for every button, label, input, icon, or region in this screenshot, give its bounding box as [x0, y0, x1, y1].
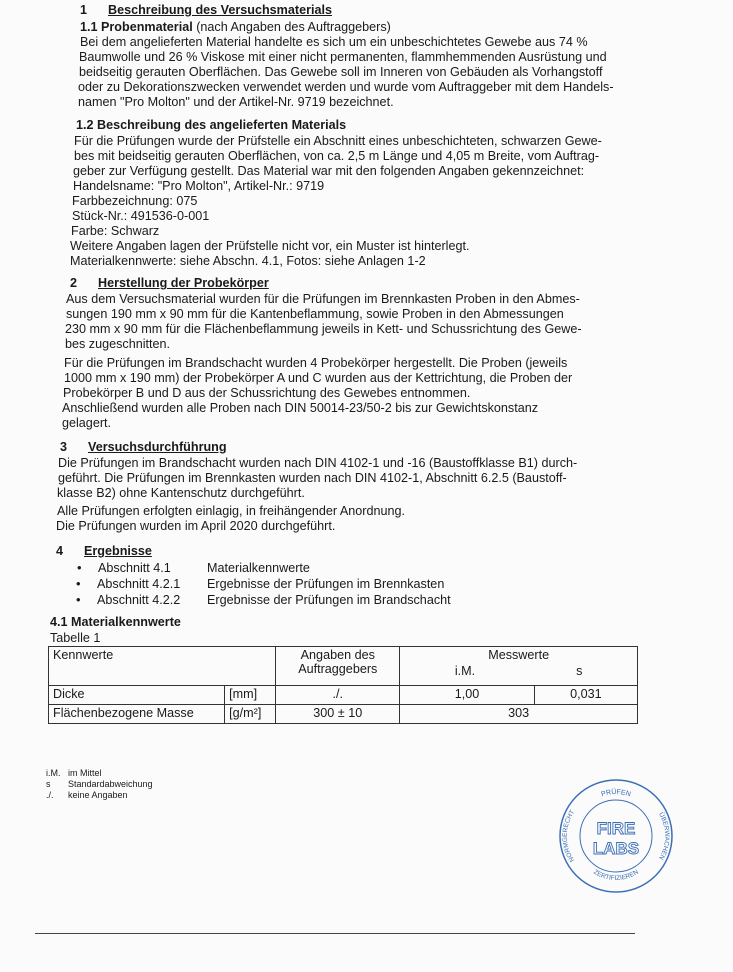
s2-line: Anschließend wurden alle Proben nach DIN 50014-23/50-2 bis zur Gewichtskonstanz: [62, 401, 539, 415]
cell-im: 303: [400, 705, 638, 724]
cell-angaben: ./.: [276, 686, 400, 705]
section-1-1-heading: 1.1 Probenmaterial (nach Angaben des Auftraggebers): [80, 20, 391, 34]
section-3-heading: 3 Versuchsdurchführung: [60, 440, 227, 454]
stamp-left-text: NORMGERECHT: [561, 809, 577, 863]
s4-item-ref: Abschnitt 4.2.1: [97, 577, 181, 591]
cell-name: Dicke: [49, 686, 225, 705]
s2-line: bes zugeschnitten.: [65, 337, 171, 351]
section-4-1-heading: 4.1 Materialkennwerte: [50, 615, 181, 629]
header-im: i.M.: [454, 664, 476, 678]
material-table: [48, 646, 638, 724]
legend-item: i.M. im Mittel: [46, 768, 102, 778]
stamp-bottom-text: ZERTIFIZIEREN: [592, 868, 640, 883]
footer-divider: [35, 933, 635, 934]
section-1-2-heading: 1.2 Beschreibung des angelieferten Materials: [76, 118, 347, 132]
legend-item: s Standardabweichung: [46, 779, 153, 789]
header-messwerte: Messwerte i.M. s: [400, 647, 638, 686]
s12-line: Für die Prüfungen wurde der Prüfstelle ein Abschnitt eines unbeschichteten, schwarzen Gewe-: [74, 134, 602, 148]
cell-angaben: 300 ± 10: [276, 705, 400, 724]
s4-item-text: Ergebnisse der Prüfungen im Brennkasten: [207, 577, 445, 591]
section-4-heading: 4 Ergebnisse: [56, 544, 152, 558]
stamp-right-text: ÜBERWACHEN: [657, 811, 671, 861]
cell-s: 0,031: [534, 686, 637, 705]
s2-line: sungen 190 mm x 90 mm für die Kantenbeflammung, sowie Proben in den Abmessungen: [66, 307, 564, 321]
cell-unit: [mm]: [225, 686, 276, 705]
header-angaben: Angaben des Auftraggebers: [276, 647, 400, 686]
stamp-top-text: PRÜFEN: [600, 788, 632, 799]
s12-line: Materialkennwerte: siehe Abschn. 4.1, Fotos: siehe Anlagen 1-2: [70, 254, 426, 268]
cell-im: 1,00: [400, 686, 534, 705]
s12-line: geber zur Verfügung gestellt. Das Material war mit den folgenden Angaben gekennzeichnet:: [73, 164, 585, 178]
legend-item: ./. keine Angaben: [46, 790, 128, 800]
bullet-icon: •: [76, 576, 81, 591]
s2-line: Aus dem Versuchsmaterial wurden für die Prüfungen im Brennkasten Proben in den Abmes-: [66, 292, 580, 306]
bullet-icon: •: [77, 560, 82, 575]
s2-line: 230 mm x 90 mm für die Flächenbeflammung jeweils in Kett- und Schussrichtung des Gewe-: [65, 322, 582, 336]
s2-line: Für die Prüfungen im Brandschacht wurden 4 Probekörper hergestellt. Die Proben (jeweils: [64, 356, 568, 370]
s2-line: 1000 mm x 190 mm) der Probekörper A und C wurden aus der Kettrichtung, die Proben der: [64, 371, 573, 385]
stamp-fire-text: FIRE: [596, 819, 636, 838]
table-row: [49, 705, 638, 724]
s4-item-ref: Abschnitt 4.2.2: [97, 593, 181, 607]
s12-line: Weitere Angaben lagen der Prüfstelle nicht vor, ein Muster ist hinterlegt.: [70, 239, 470, 253]
fire-labs-stamp: [556, 776, 676, 896]
s12-line: Stück-Nr.: 491536-0-001: [72, 209, 210, 223]
s3-line: geführt. Die Prüfungen im Brennkasten wurden nach DIN 4102-1, Abschnitt 6.2.5 (Baustoff-: [58, 471, 567, 485]
s11-line: Bei dem angelieferten Material handelte es sich um ein unbeschichtetes Gewebe aus 74 %: [80, 35, 588, 49]
table-caption: Tabelle 1: [50, 631, 101, 645]
s4-item-text: Materialkennwerte: [207, 561, 310, 575]
s12-line: Farbe: Schwarz: [71, 224, 160, 238]
bullet-icon: •: [76, 592, 81, 607]
s12-line: bes mit beidseitig gerauten Oberflächen, von ca. 2,5 m Länge und 4,05 m Breite, vom Auftrag-: [74, 149, 600, 163]
section-2-heading: 2 Herstellung der Probekörper: [70, 276, 269, 290]
header-kennwerte: Kennwerte: [49, 647, 276, 686]
s12-line: Handelsname: "Pro Molton", Artikel-Nr.: 9719: [73, 179, 325, 193]
s4-item-text: Ergebnisse der Prüfungen im Brandschacht: [207, 593, 451, 607]
s11-line: namen "Pro Molton" und der Artikel-Nr. 9719 bezeichnet.: [78, 95, 394, 109]
s3-line: Alle Prüfungen erfolgten einlagig, in freihängender Anordnung.: [57, 504, 405, 518]
s2-line: Probekörper B und D aus der Schussrichtung des Gewebes entnommen.: [63, 386, 471, 400]
header-s: s: [576, 664, 583, 678]
s3-line: Die Prüfungen wurden im April 2020 durchgeführt.: [56, 519, 336, 533]
s11-line: oder zu Dekorationszwecken verwendet werden und wurde vom Auftraggeber mit dem Handels-: [78, 80, 614, 94]
s11-line: Baumwolle und 26 % Viskose mit einer nicht permanenten, flammhemmenden Ausrüstung und: [79, 50, 607, 64]
stamp-labs-text: LABS: [592, 839, 640, 858]
s3-line: Die Prüfungen im Brandschacht wurden nach DIN 4102-1 und -16 (Baustoffklasse B1) durch-: [58, 456, 578, 470]
section-1-heading: 1 Beschreibung des Versuchsmaterials: [80, 3, 332, 17]
cell-name: Flächenbezogene Masse: [49, 705, 225, 724]
s2-line: gelagert.: [62, 416, 112, 430]
cell-unit: [g/m²]: [225, 705, 276, 724]
s12-line: Farbbezeichnung: 075: [72, 194, 198, 208]
table-row: [49, 686, 638, 705]
s4-item-ref: Abschnitt 4.1: [98, 561, 171, 575]
s11-line: beidseitig gerauten Oberflächen. Das Gewebe soll im Inneren von Gebäuden als Vorhangstoff: [79, 65, 603, 79]
s3-line: klasse B2) ohne Kantenschutz durchgeführt.: [57, 486, 305, 500]
